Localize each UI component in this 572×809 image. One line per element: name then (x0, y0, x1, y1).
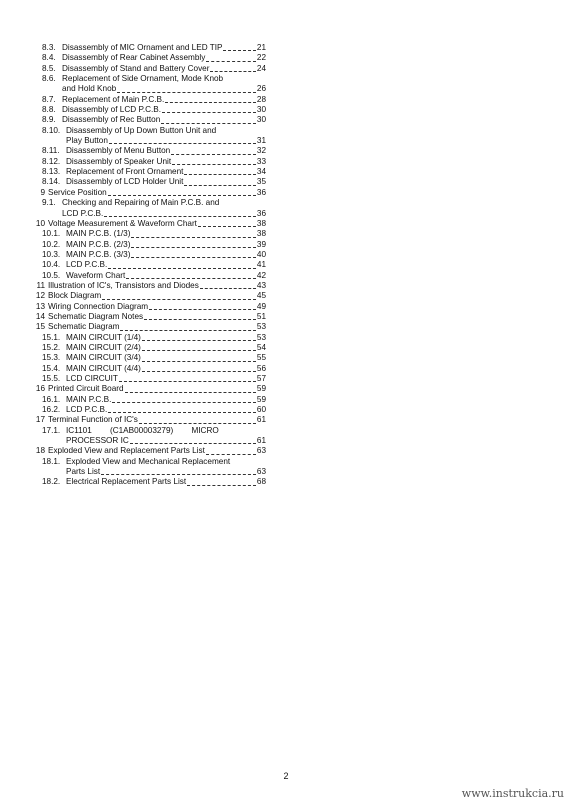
toc-entry[interactable] (33, 146, 266, 156)
toc-entry-title: LCD P.C.B. (66, 260, 108, 270)
toc-entry-number: 15.2. (42, 342, 61, 352)
dotted-leader (161, 122, 256, 124)
dotted-leader (184, 173, 255, 175)
toc-entry-number: 18.2. (42, 477, 61, 487)
toc-entry-title: Block Diagram (48, 291, 102, 301)
toc-entry-title: MAIN CIRCUIT (3/4) (66, 353, 141, 363)
dotted-leader (142, 349, 256, 351)
toc-entry-title: Service Position (48, 187, 107, 197)
dotted-leader (108, 194, 256, 196)
dotted-leader (206, 60, 256, 62)
toc-entry-title: MAIN P.C.B. (1/3) (66, 229, 131, 239)
toc-entry-title: Electrical Replacement Parts List (66, 477, 187, 487)
toc-entry-title: Disassembly of Menu Button (66, 146, 171, 156)
toc-entry-title: Play Button (66, 136, 108, 146)
toc-entry-number: 8.9. (42, 115, 56, 125)
toc-entry-page: 53 (256, 322, 266, 332)
toc-entry[interactable] (33, 353, 266, 363)
toc-entry[interactable] (33, 53, 266, 63)
toc-entry[interactable] (33, 415, 266, 425)
toc-entry-title: MAIN CIRCUIT (1/4) (66, 332, 141, 342)
dotted-leader (131, 236, 255, 238)
toc-entry-page: 31 (256, 136, 266, 146)
toc-entry-page: 68 (256, 477, 266, 487)
toc-entry-number: 17 (35, 415, 45, 425)
toc-entry-number: 15.5. (42, 374, 61, 383)
toc-entry-page: 53 (256, 332, 266, 342)
toc-entry-title: Disassembly of Rear Cabinet Assembly (62, 53, 206, 63)
dotted-leader (101, 473, 256, 475)
toc-entry-title: LCD CIRCUIT (66, 374, 118, 383)
toc-entry[interactable] (33, 219, 266, 229)
dotted-leader (187, 484, 256, 486)
toc-entry-number: 15.1. (42, 332, 61, 342)
toc-entry-title: Printed Circuit Board (48, 384, 124, 394)
toc-entry-number: 15 (35, 322, 45, 332)
toc-entry[interactable] (33, 115, 266, 125)
toc-entry[interactable] (33, 395, 266, 405)
toc-entry-page: 34 (256, 167, 266, 177)
toc-entry-page: 30 (256, 105, 266, 115)
toc-entry-page: 54 (256, 342, 266, 352)
toc-entry[interactable] (33, 188, 266, 198)
toc-entry-title: Exploded View and Mechanical Replacement (66, 456, 231, 466)
toc-entry-page: 35 (256, 177, 266, 187)
toc-entry[interactable] (33, 333, 266, 343)
dotted-leader (142, 370, 256, 372)
toc-entry[interactable] (33, 384, 266, 394)
dotted-leader (162, 111, 256, 113)
toc-entry-number: 8.12. (42, 156, 61, 166)
toc-entry-page: 28 (256, 94, 266, 104)
toc-entry[interactable] (33, 322, 266, 332)
toc-entry-title: IC1101 (C1AB00003279) MICRO (66, 425, 219, 435)
toc-entry-page: 32 (256, 146, 266, 156)
toc-entry-title: Replacement of Side Ornament, Mode Knob (62, 74, 224, 84)
toc-entry-number: 10.3. (42, 249, 61, 259)
toc-entry[interactable] (33, 198, 266, 219)
toc-entry-number: 9.1. (42, 198, 56, 208)
toc-entry-number: 12 (35, 291, 45, 301)
toc-entry[interactable] (33, 457, 266, 478)
toc-entry-title: Replacement of Front Ornament (66, 167, 184, 177)
toc-entry-page: 49 (256, 301, 266, 311)
toc-entry-title: Waveform Chart (66, 270, 126, 280)
toc-entry-page: 61 (256, 415, 266, 425)
toc-entry-title: MAIN P.C.B. (3/3) (66, 249, 131, 259)
toc-entry-number: 8.7. (42, 94, 56, 104)
toc-entry-page: 21 (256, 43, 266, 52)
toc-entry-page: 57 (256, 374, 266, 383)
toc-entry[interactable] (33, 126, 266, 147)
toc-entry-title: MAIN CIRCUIT (2/4) (66, 342, 141, 352)
dotted-leader (108, 411, 256, 413)
dotted-leader (165, 101, 256, 103)
toc-entry[interactable] (33, 229, 266, 239)
dotted-leader (125, 391, 256, 393)
toc-entry-number: 18 (35, 446, 45, 456)
toc-entry-page: 63 (256, 446, 266, 456)
toc-entry-page: 39 (256, 239, 266, 249)
toc-entry-title: Disassembly of LCD Holder Unit (66, 177, 184, 187)
toc-entry-page: 59 (256, 384, 266, 394)
toc-entry-page: 56 (256, 363, 266, 373)
dotted-leader (130, 442, 256, 444)
toc-entry-title: Parts List (66, 467, 101, 477)
toc-entry-title: MAIN P.C.B. (66, 394, 112, 404)
toc-entry-number: 10.2. (42, 239, 61, 249)
toc-entry-number: 16 (35, 384, 45, 394)
dotted-leader (149, 308, 256, 310)
toc-entry-page: 43 (256, 280, 266, 290)
toc-entry[interactable] (33, 477, 266, 487)
toc-entry[interactable] (33, 105, 266, 115)
dotted-leader (200, 287, 256, 289)
dotted-leader (139, 422, 256, 424)
toc-entry-title: and Hold Knob (62, 84, 117, 94)
toc-entry-number: 8.11. (42, 146, 60, 156)
toc-entry-title: LCD P.C.B. (62, 208, 104, 218)
dotted-leader (119, 380, 256, 382)
toc-entry[interactable] (33, 281, 266, 291)
toc-entry-number: 8.10. (42, 125, 61, 135)
toc-entry-page: 41 (256, 260, 266, 270)
table-of-contents (33, 43, 266, 488)
toc-entry-page: 26 (256, 84, 266, 94)
toc-entry-title: Disassembly of Speaker Unit (66, 156, 172, 166)
toc-entry-page: 22 (256, 53, 266, 63)
dotted-leader (117, 91, 256, 93)
toc-entry-page: 38 (256, 218, 266, 228)
toc-entry-number: 18.1. (42, 456, 61, 466)
toc-entry-number: 8.8. (42, 105, 56, 115)
toc-entry-title: Wiring Connection Diagram (48, 301, 149, 311)
dotted-leader (126, 277, 256, 279)
toc-entry-title: Disassembly of MIC Ornament and LED TIP (62, 43, 223, 52)
toc-entry-page: 42 (256, 270, 266, 280)
toc-entry[interactable] (33, 312, 266, 322)
page-number: 2 (283, 771, 289, 781)
toc-entry-number: 16.1. (42, 394, 61, 404)
toc-entry[interactable] (33, 43, 266, 53)
toc-entry-number: 10 (35, 218, 45, 228)
toc-entry[interactable] (33, 74, 266, 95)
toc-entry-number: 8.5. (42, 63, 56, 73)
toc-entry-page: 61 (256, 436, 266, 446)
toc-entry-title: MAIN CIRCUIT (4/4) (66, 363, 141, 373)
toc-entry-page: 24 (256, 63, 266, 73)
dotted-leader (171, 153, 256, 155)
dotted-leader (144, 318, 256, 320)
toc-entry-title: Disassembly of Up Down Button Unit and (66, 125, 217, 135)
dotted-leader (131, 256, 255, 258)
dotted-leader (184, 184, 255, 186)
toc-entry-page: 45 (256, 291, 266, 301)
toc-entry[interactable] (33, 374, 266, 384)
toc-entry-number: 8.6. (42, 74, 56, 84)
toc-entry-title: Replacement of Main P.C.B. (62, 94, 165, 104)
toc-entry-page: 59 (256, 394, 266, 404)
toc-entry-number: 10.4. (42, 260, 61, 270)
toc-entry-title: Disassembly of Stand and Battery Cover (62, 63, 210, 73)
toc-entry-title: Disassembly of LCD P.C.B. (62, 105, 162, 115)
toc-entry-number: 13 (35, 301, 45, 311)
dotted-leader (112, 401, 256, 403)
dotted-leader (120, 329, 255, 331)
toc-entry-title: Checking and Repairing of Main P.C.B. and (62, 198, 220, 208)
toc-entry-title: Exploded View and Replacement Parts List (48, 446, 205, 456)
toc-entry-number: 8.4. (42, 53, 56, 63)
toc-entry-title: Voltage Measurement & Waveform Chart (48, 218, 197, 228)
toc-entry-title: PROCESSOR IC (66, 436, 129, 446)
toc-entry-page: 38 (256, 229, 266, 239)
toc-entry-title: MAIN P.C.B. (2/3) (66, 239, 131, 249)
toc-entry-number: 9 (40, 187, 45, 197)
toc-entry[interactable] (33, 426, 266, 447)
toc-entry-page: 36 (256, 208, 266, 218)
dotted-leader (142, 360, 256, 362)
dotted-leader (210, 70, 255, 72)
toc-entry-page: 30 (256, 115, 266, 125)
toc-entry[interactable] (33, 240, 266, 250)
toc-entry-number: 8.13. (42, 167, 61, 177)
toc-entry-page: 55 (256, 353, 266, 363)
dotted-leader (142, 339, 256, 341)
toc-entry[interactable] (33, 446, 266, 456)
toc-entry-title: Schematic Diagram Notes (48, 311, 144, 321)
toc-entry-page: 36 (256, 187, 266, 197)
toc-entry-title: Illustration of IC's, Transistors and Diodes (48, 280, 199, 290)
toc-entry-number: 10.5. (42, 270, 61, 280)
dotted-leader (131, 246, 255, 248)
toc-entry-page: 63 (256, 467, 266, 477)
toc-entry-number: 8.14. (42, 177, 61, 187)
dotted-leader (104, 215, 256, 217)
toc-entry[interactable] (33, 64, 266, 74)
toc-entry[interactable] (33, 177, 266, 187)
toc-entry-page: 40 (256, 249, 266, 259)
dotted-leader (198, 225, 256, 227)
toc-entry-number: 15.4. (42, 363, 61, 373)
watermark: www.instrukcia.ru (461, 787, 564, 800)
toc-entry[interactable] (33, 405, 266, 415)
toc-entry[interactable] (33, 250, 266, 260)
dotted-leader (206, 453, 256, 455)
toc-entry[interactable] (33, 364, 266, 374)
toc-entry[interactable] (33, 157, 266, 167)
dotted-leader (223, 49, 255, 51)
toc-entry-title: Disassembly of Rec Button (62, 115, 161, 125)
toc-entry-title: LCD P.C.B. (66, 405, 108, 415)
toc-entry-number: 14 (35, 311, 45, 321)
toc-entry-title: Terminal Function of IC's (48, 415, 138, 425)
toc-entry-number: 11 (36, 280, 45, 290)
dotted-leader (172, 163, 256, 165)
toc-entry-page: 60 (256, 405, 266, 415)
dotted-leader (108, 267, 256, 269)
toc-entry-number: 17.1. (42, 425, 61, 435)
toc-entry-number: 8.3. (42, 43, 56, 52)
toc-entry[interactable] (33, 271, 266, 281)
toc-entry[interactable] (33, 95, 266, 105)
toc-entry-page: 51 (256, 311, 266, 321)
toc-entry-number: 10.1. (42, 229, 61, 239)
toc-entry-page: 33 (256, 156, 266, 166)
toc-entry-number: 15.3. (42, 353, 61, 363)
dotted-leader (102, 298, 256, 300)
toc-entry[interactable] (33, 302, 266, 312)
toc-entry[interactable] (33, 167, 266, 177)
toc-entry-title: Schematic Diagram (48, 322, 120, 332)
toc-entry-number: 16.2. (42, 405, 61, 415)
toc-entry[interactable] (33, 343, 266, 353)
toc-entry[interactable] (33, 291, 266, 301)
dotted-leader (109, 142, 256, 144)
toc-entry[interactable] (33, 260, 266, 270)
